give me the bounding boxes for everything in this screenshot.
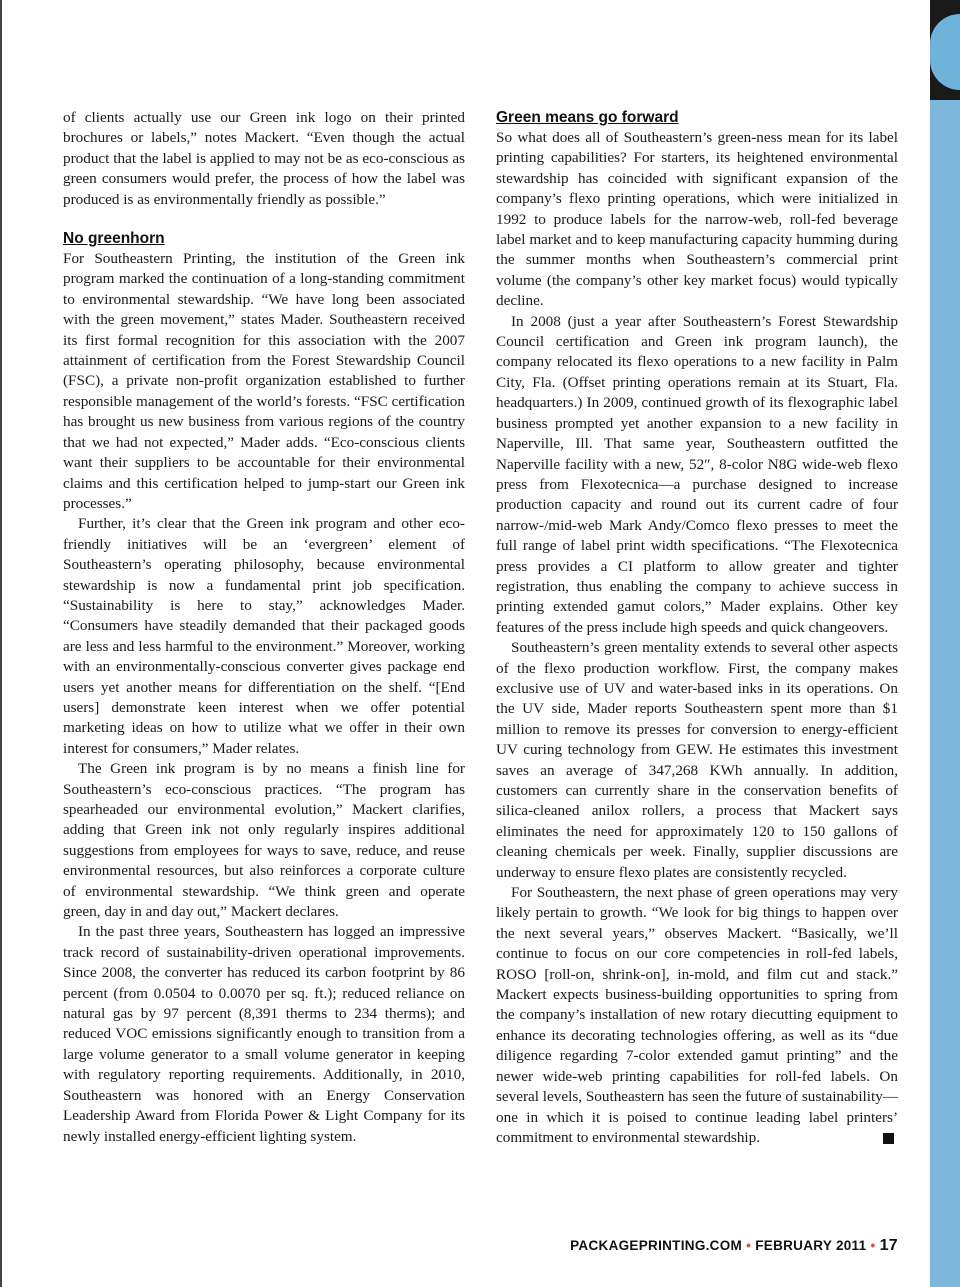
- separator-bullet: •: [870, 1238, 876, 1253]
- body-paragraph: So what does all of Southeastern’s green-ness mean for its label printing capabilities? For starters, its heightened environmental stewardship has coincided with significant expansion of the company’s flexo printing operations, which were initialized in 1992 to produce labels for the narrow-web, roll-fed beverage label market and to keep manufacturing capacity humming during the summer months when Southeastern’s commercial print volume (the company’s other key market focus) would typically decline.: [496, 129, 898, 310]
- final-paragraph-text: For Southeastern, the next phase of green operations may very likely pertain to growth. “We look for big things to happen over the next several years,” observes Mackert. “Basically, we’ll continue to focus on our core competencies in roll-fed labels, ROSO [roll-on, shrink-on], in-mold, and film cut and stack.” Mackert expects business-building opportunities to spring from the company’s installation of new rotary diecutting equipment to enhance its decorating technologies offering, as well as its “due diligence regarding 7-color extended gamut printing” and the newer wide-web printing capabilities for roll-fed labels. On several levels, Southeastern has seen the future of sustainability—one in which it is poised to continue leading label printers’ commitment to environmental stewardship.: [496, 884, 898, 1146]
- issue-date: FEBRUARY 2011: [755, 1238, 867, 1253]
- page-edge-line: [0, 0, 2, 1287]
- body-paragraph: Further, it’s clear that the Green ink program and other eco-friendly initiatives will be an ‘evergreen’ element of Southeastern’s operating philosophy, because environmental stewardship is now a fundamental print job specification. “Sustainability is here to stay,” acknowledges Mader. “Consumers have steadily demanded that their packaged goods are less and less harmful to the environment.” Moreover, working with an environmentally-conscious converter gives package end users yet another means for differentiation on the shelf. “[End users] demonstrate keen interest when we offer potential marketing ideas on how to utilize what we offer in their own interest for consumers,” Mader relates.: [63, 515, 465, 757]
- publication-name: PACKAGEPRINTING.COM: [570, 1238, 743, 1253]
- body-paragraph: Southeastern’s green mentality extends to several other aspects of the flexo production workflow. First, the company makes exclusive use of UV and water-based inks in its operations. On the UV side, Mader reports Southeastern spent more than $1 million to remove its presses for conversion to energy-efficient UV curing technology from GEW. He estimates this investment saves an average of 347,268 KWh annually. In addition, customers can currently share in the conservation benefits of silica-cleaned anilox rollers, a process that Mackert says eliminates the need for approximately 120 to 150 gallons of cleaning chemicals per week. Finally, supplier discussions are underway to ensure flexo plates are consistently recycled.: [496, 639, 898, 881]
- subhead-green-means-go-forward: Green means go forward: [496, 109, 679, 126]
- final-paragraph: [496, 883, 898, 1148]
- body-paragraph: In the past three years, Southeastern has logged an impressive track record of sustainability-driven operational improvements. Since 2008, the converter has reduced its carbon footprint by 86 percent (from 0.0504 to 0.0070 per sq. ft.); reduced reliance on natural gas by 97 percent (8,391 therms to 234 therms); and reduced VOC emissions significantly enough to transition from a large volume generator to a small volume generator in keeping with regulatory reporting requirements. Additionally, in 2010, Southeastern was honored with an Energy Conservation Leadership Award from Florida Power & Light Company for its newly installed energy-efficient lighting system.: [63, 923, 465, 1145]
- page-footer: [570, 1237, 898, 1255]
- page-number: 17: [879, 1237, 898, 1254]
- end-of-story-icon: [883, 1133, 894, 1144]
- right-margin-color-bar: [930, 0, 960, 1287]
- right-text-column: [496, 108, 898, 1148]
- body-paragraph: The Green ink program is by no means a finish line for Southeastern’s eco-conscious practices. “The program has spearheaded our environmental evolution,” Mackert clarifies, adding that Green ink not only regularly inspires additional suggestions from employees for ways to save, reduce, and reuse environmental resources, but also reinforces a corporate culture of environmental stewardship. “We think green and operate green, day in and day out,” Mackert declares.: [63, 760, 465, 921]
- left-text-column: [63, 108, 465, 1147]
- subhead-no-greenhorn: No greenhorn: [63, 230, 165, 248]
- body-paragraph: For Southeastern Printing, the institution of the Green ink program marked the continuation of a long-standing commitment to environmental stewardship. “We have long been associated with the green movement,” states Mader. Southeastern received its first formal recognition for this association with the 2007 attainment of certification from the Forest Stewardship Council (FSC), a private non-profit organization established to further responsible management of the world’s forests. “FSC certification has brought us new business from various regions of the country that we had not expected,” Mader adds. “Eco-conscious clients want their suppliers to be accountable for their environmental claims and this certification helped to jump-start our Green ink processes.”: [63, 250, 465, 512]
- continued-paragraph: of clients actually use our Green ink logo on their printed brochures or labels,” notes Mackert. “Even though the actual product that the label is applied to may not be as eco-conscious as green consumers would prefer, the process of how the label was produced is as environmentally friendly as possible.”: [63, 109, 465, 208]
- body-paragraph: In 2008 (just a year after Southeastern’s Forest Stewardship Council certification and Green ink program launch), the company relocated its flexo operations to a new facility in Palm City, Fla. (Offset printing operations remain at its Stuart, Fla. headquarters.) In 2009, continued growth of its flexographic label business prompted yet another expansion to a new facility in Naperville, Ill. That same year, Southeastern outfitted the Naperville facility with a new, 52″, 8-color N8G wide-web flexo press from Flexotecnica—a purchase designed to increase production capacity and round out its current cadre of four narrow-/mid-web Mark Andy/Comco flexo presses to meet the full range of label print width specifications. “The Flexotecnica press provides a CI platform to allow greater and tighter registration, thus enabling the company to achieve success in printing extended gamut colors,” Mader explains. Other key features of the press include high speeds and quick changeovers.: [496, 312, 898, 636]
- separator-bullet: •: [746, 1238, 752, 1253]
